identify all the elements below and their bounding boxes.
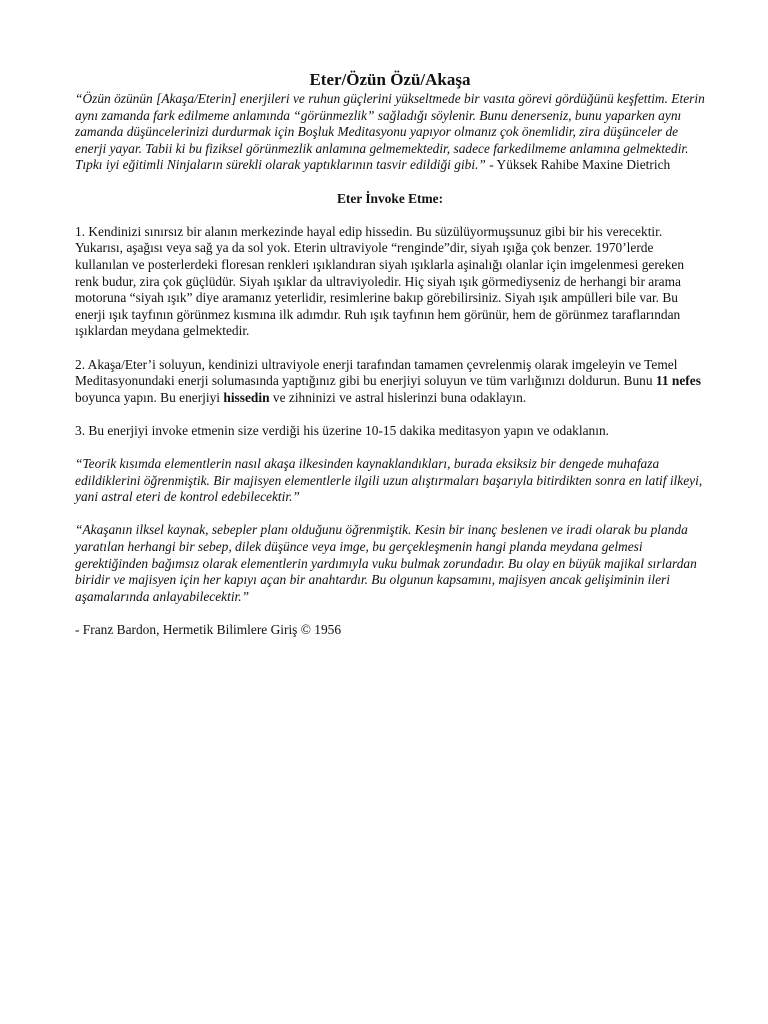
step-2-bold-breaths: 11 nefes xyxy=(655,373,701,389)
bardon-quote-1: “Teorik kısımda elementlerin nasıl akaşa ilkesinden kaynaklandıkları, burada eksiksiz bir dengede muhafaza edildiklerini öğrenmiştik. Bir majisyen elementlerle ilgili uzun alıştırmaları başarıyla bitirdikten sonra en latif ilkeyi, yani astral eteri de kontrol edebilecektir.” xyxy=(75,456,703,505)
intro-quote: “Özün özünün [Akaşa/Eterin] enerjileri ve ruhun güçlerini yükseltmede bir vasıta görevi gördüğünü keşfettim. Eterin aynı zamanda fark edilmeme anlamında “görünmezlik” sağladığı söylenir. Bunu denerseniz, bunu yaparken aynı zamanda düşüncelerinizi durdurmak için Boşluk Meditasyonu yapıyor olmanız çok önemlidir, zira düşünceler de enerji yayar. Tabii ki bu fiziksel görünmezlik anlamına gelmemektedir, sadece farkedilmeme anlamına gelmektedir. Tıpkı iyi eğitimli Ninjaların sürekli olarak yaptıklarının tasvir edildiği gibi.” xyxy=(75,91,705,173)
step-2-text-b: boyunca yapın. Bu enerjiyi xyxy=(75,389,224,405)
document-title: Eter/Özün Özü/Akaşa xyxy=(309,70,471,89)
bardon-quote-2: “Akaşanın ilksel kaynak, sebepler planı olduğunu öğrenmiştik. Kesin bir inanç beslenen ve iradi olarak bu planda yaratılan herhangi bir sebep, dilek düşünce veya imge, bu gerçekleşmenin hangi planda meydana gelmesi gerektiğinden bağımsız olarak elementlerin yardımıyla vuku bulmak zorundadır. Bu olay en büyük majikal sırlardan biridir ve majisyen için her kapıyı açan bir anahtardır. Bu olgunun kapsamını, majisyen ancak gelişiminin ileri aşamalarında anlayabilecektir.” xyxy=(75,522,697,604)
step-1-paragraph: 1. Kendinizi sınırsız bir alanın merkezinde hayal edip hissedin. Bu süzülüyormuşsunuz gibi bir his verecektir. Yukarısı, aşağısı veya sağ ya da sol yok. Eterin ultraviyole “renginde”dir, siyah ışığa çok benzer. 1970’lerde kullanılan ve posterlerdeki floresan renkleri ışıklandıran siyah ışıklarla aşinalığı olanlar için imgelenmesi gereken renk budur, zira çok güçlüdür. Siyah ışıklar da ultraviyoledir. Hiç siyah ışık görmediyseniz de herhangi bir arama motoruna “siyah ışık” diye aramanız yeterlidir, resimlerine bakıp görebilirsiniz. Siyah ışık ampülleri bile var. Bu enerji ışık tayfının görünmez kısmına ilk adımdır. Ruh ışık tayfının hem görünür, hem de görünmez taraflarından ışıklardan meydana gelmektedir. xyxy=(75,223,685,339)
step-2-bold-feel: hissedin xyxy=(223,389,270,405)
section-heading: Eter İnvoke Etme: xyxy=(336,190,444,206)
step-2-text-a: 2. Akaşa/Eter’i soluyun, kendinizi ultraviyole enerji tarafından tamamen çevrelenmiş olarak imgeleyin ve Temel Meditasyonundaki enerji solumasında yaptığınız gibi bu enerjiyi soluyun ve tüm varlığınızı doldurun. Bunu xyxy=(75,356,678,389)
intro-paragraph xyxy=(75,91,705,174)
step-2-paragraph xyxy=(75,357,705,407)
intro-attribution: - Yüksek Rahibe Maxine Dietrich xyxy=(485,157,671,173)
step-2-text-c: ve zihninizi ve astral hislerinzi buna odaklayın. xyxy=(269,389,527,405)
citation: - Franz Bardon, Hermetik Bilimlere Giriş © 1956 xyxy=(75,622,342,637)
step-3-paragraph: 3. Bu enerjiyi invoke etmenin size verdiği his üzerine 10-15 dakika meditasyon yapın ve odaklanın. xyxy=(75,422,609,438)
document-page xyxy=(75,70,705,639)
